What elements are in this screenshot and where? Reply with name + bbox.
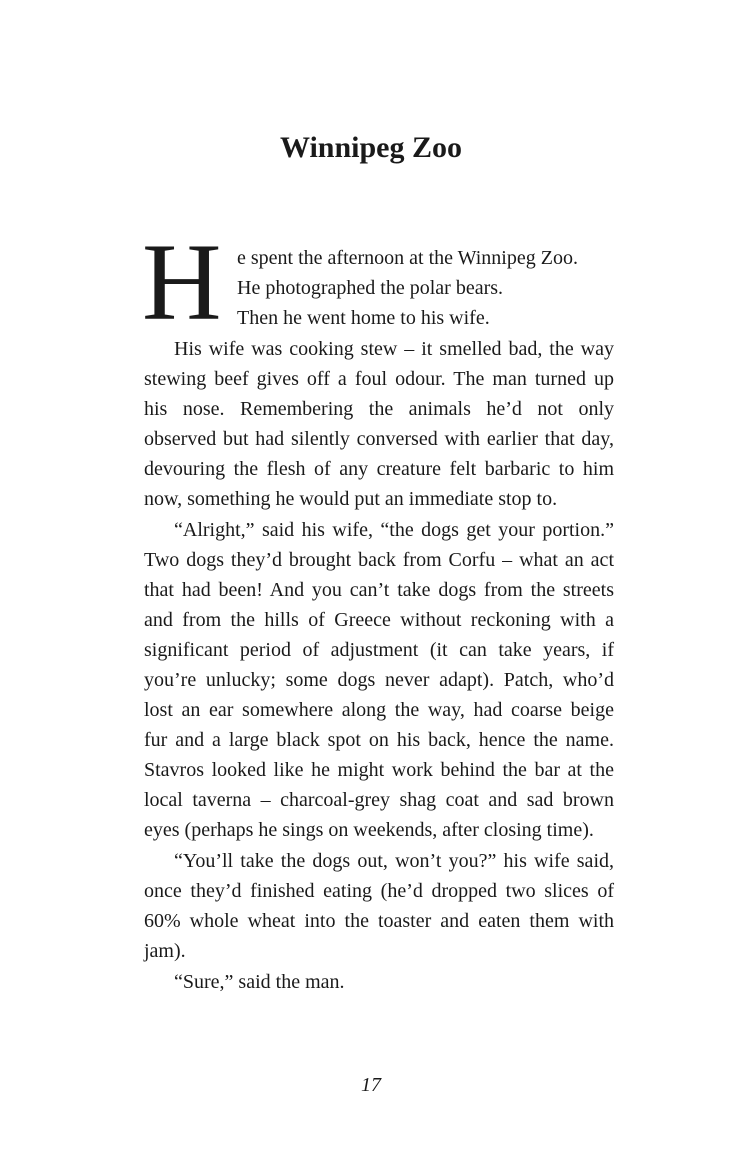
drop-cap: H [142, 221, 222, 343]
text-line: you’re unlucky; some dogs never adapt). Patch, who’d [144, 669, 614, 691]
text-line: and from the hills of Greece without reckoning with a [144, 609, 614, 631]
text-line: once they’d finished eating (he’d dropped two slices of [144, 880, 614, 902]
text-line: He photographed the polar bears. [237, 277, 504, 299]
text-line: now, something he would put an immediate stop to. [144, 488, 558, 510]
text-line: devouring the flesh of any creature felt barbaric to him [144, 458, 614, 480]
text-line: local taverna – charcoal-grey shag coat and sad brown [144, 789, 614, 811]
text-line: jam). [144, 940, 186, 962]
page-number: 17 [361, 1074, 381, 1096]
text-line: eyes (perhaps he sings on weekends, after closing time). [144, 819, 594, 841]
text-line: “You’ll take the dogs out, won’t you?” his wife said, [174, 850, 614, 872]
text-line: Two dogs they’d brought back from Corfu – what an act [144, 549, 614, 571]
text-line: “Sure,” said the man. [174, 971, 345, 993]
text-line: Then he went home to his wife. [237, 307, 490, 329]
text-line: lost an ear somewhere along the way, had coarse beige [144, 699, 614, 721]
text-line: that had been! And you can’t take dogs from the streets [144, 579, 614, 601]
text-line: His wife was cooking stew – it smelled bad, the way [174, 338, 614, 360]
text-line: observed but had silently conversed with earlier that day, [144, 428, 614, 450]
text-line: e spent the afternoon at the Winnipeg Zoo. [237, 247, 578, 269]
text-line: stewing beef gives off a foul odour. The man turned up [144, 368, 614, 390]
text-line: fur and a large black spot on his back, hence the name. [144, 729, 614, 751]
text-line: his nose. Remembering the animals he’d not only [144, 398, 614, 420]
text-line: significant period of adjustment (it can take years, if [144, 639, 614, 661]
text-line: Stavros looked like he might work behind the bar at the [144, 759, 614, 781]
chapter-title: Winnipeg Zoo [279, 131, 462, 164]
text-line: “Alright,” said his wife, “the dogs get your portion.” [174, 519, 614, 541]
text-line: 60% whole wheat into the toaster and eaten them with [144, 910, 614, 932]
